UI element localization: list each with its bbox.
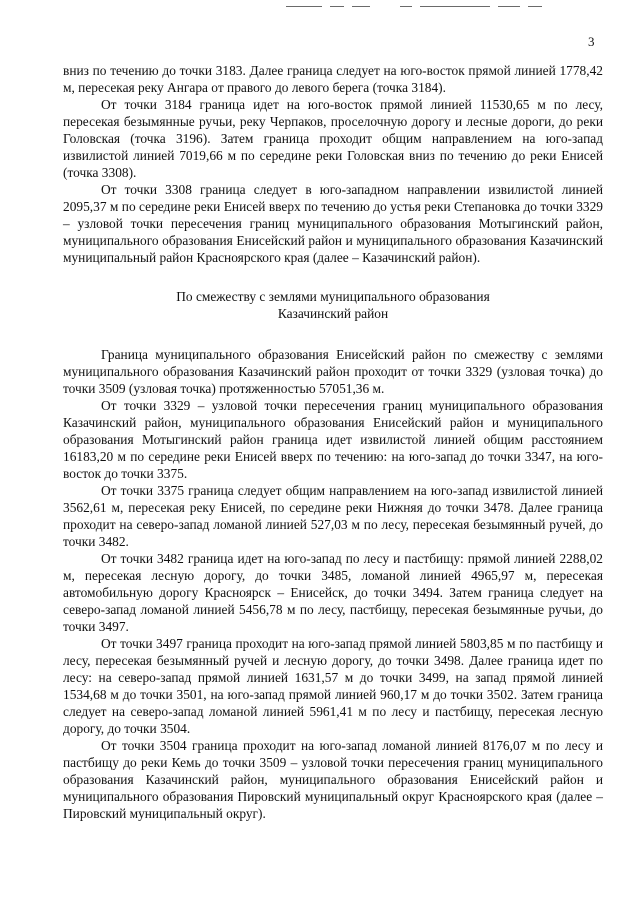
scan-artifact-line	[528, 6, 542, 7]
scan-artifact-line	[498, 6, 520, 7]
paragraph: Граница муниципального образования Енисейский район по смежеству с землями муниципального образования Казачинский район проходит от точки 3329 (узловая точка) до точки 3509 (узловая точка) протяженностью 57051,36 м.	[63, 347, 603, 396]
scan-artifact-line	[400, 6, 412, 7]
paragraph: От точки 3184 граница идет на юго-восток прямой линией 11530,65 м по лесу, пересекая безымянные ручьи, реку Черпаков, проселочную дорогу и лесные дороги, до реки Головская (точка 3196). Затем граница проходит общим направлением на юго-запад извилистой линией 7019,66 м по середине реки Головская вниз по течению до реки Енисей (точка 3308).	[63, 97, 603, 180]
section-heading-line: Казачинский район	[277, 306, 389, 321]
scan-artifact-line	[286, 6, 322, 7]
scan-artifact-line	[352, 6, 370, 7]
page-number: 3	[588, 34, 595, 49]
paragraph: От точки 3308 граница следует в юго-западном направлении извилистой линией 2095,37 м по середине реки Енисей вверх по течению до устья реки Степановка до точки 3329 – узловой точки пересечения границ муниципального образования Мотыгинский район, муниципального образования Енисейский район и муниципального образования Казачинский муниципальный район Красноярского края (далее – Казачинский район).	[63, 182, 603, 265]
paragraph: От точки 3504 граница проходит на юго-запад ломаной линией 8176,07 м по лесу и пастбищу до реки Кемь до точки 3509 – узловой точки пересечения границ муниципального образования Казачинский район, муниципального образования Енисейский район и муниципального образования Пировский муниципальный округ Красноярского края (далее – Пировский муниципальный округ).	[63, 738, 603, 821]
paragraph: От точки 3482 граница идет на юго-запад по лесу и пастбищу: прямой линией 2288,02 м, пересекая лесную дорогу, до точки 3485, ломаной линией 4965,97 м, пересекая автомобильную дорогу Красноярск – Енисейск, до точки 3494. Затем граница следует на северо-запад ломаной линией 5456,78 м по лесу, пастбищу, пересекая безымянные ручьи, до точки 3497.	[63, 551, 603, 634]
section-heading	[63, 288, 603, 322]
scan-artifact-line	[330, 6, 344, 7]
paragraph: От точки 3375 граница следует общим направлением на юго-запад извилистой линией 3562,61 м, пересекая реку Енисей, по середине реки Нижняя до точки 3478. Далее граница проходит на северо-запад ломаной линией 527,03 м по лесу, пересекая безымянный ручей, до точки 3482.	[63, 483, 603, 549]
section-heading-line: По смежеству с землями муниципального образования	[176, 289, 490, 304]
paragraph: От точки 3329 – узловой точки пересечения границ муниципального образования Казачинский район, муниципального образования Енисейский район и муниципального образования Мотыгинский район граница идет извилистой линией общим расстоянием 16183,20 м по середине реки Енисей вверх по течению: на юго-запад до точки 3347, на юго-восток до точки 3375.	[63, 398, 603, 481]
paragraph: От точки 3497 граница проходит на юго-запад прямой линией 5803,85 м по пастбищу и лесу, пересекая безымянный ручей и лесную дорогу, до точки 3498. Далее граница идет по лесу: на северо-запад прямой линией 1631,57 м до точки 3499, на запад прямой линией 1534,68 м до точки 3501, на юго-запад прямой линией 960,17 м до точки 3502. Затем граница следует на северо-запад ломаной линией 5961,41 м по лесу и пастбищу, пересекая лесную дорогу, до точки 3504.	[63, 636, 603, 736]
paragraph: вниз по течению до точки 3183. Далее граница следует на юго-восток прямой линией 1778,42 м, пересекая реку Ангара от правого до левого берега (точка 3184).	[63, 63, 603, 95]
document-body	[63, 62, 603, 822]
scan-artifact-line	[420, 6, 490, 7]
